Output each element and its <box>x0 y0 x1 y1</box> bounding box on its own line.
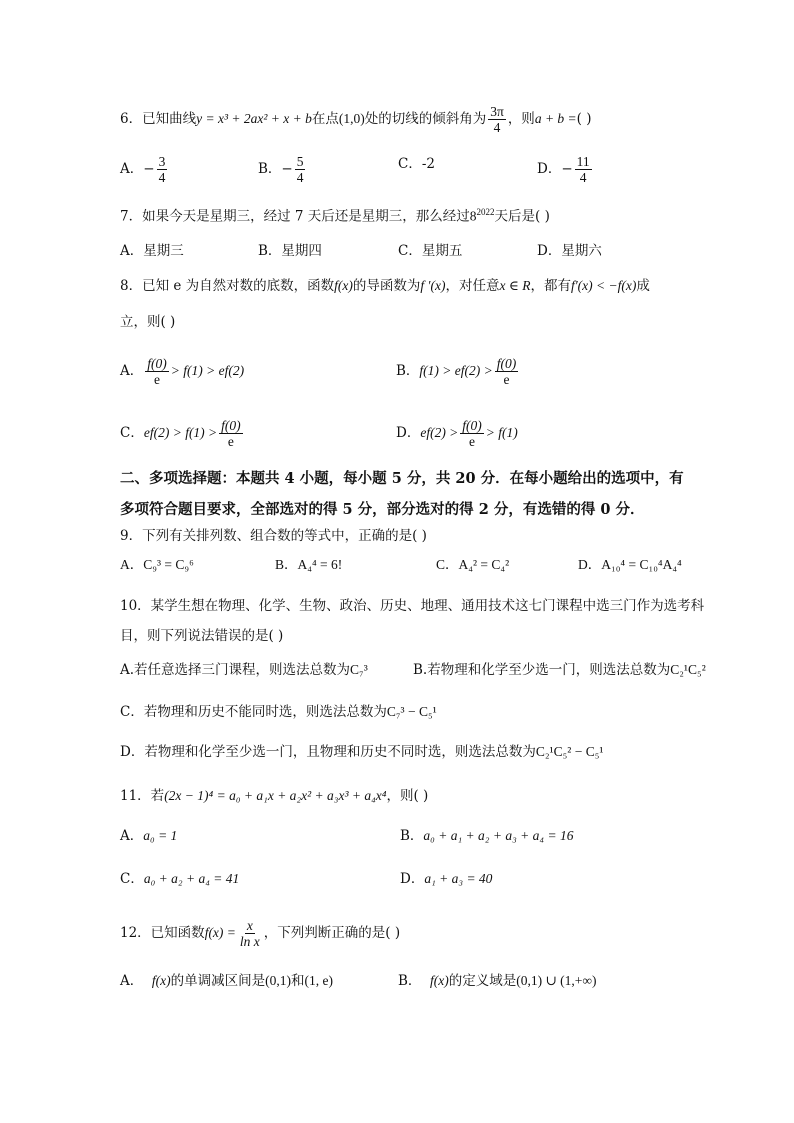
q12-den: ln x <box>239 934 260 949</box>
q7-exponent: 2022 <box>476 207 495 217</box>
q8-c-label: C． <box>120 425 144 441</box>
q8-line1b: 的导函数为 <box>352 278 421 294</box>
q8-line1d: ，都有 <box>530 278 571 294</box>
q7-option-d: D．星期六 <box>537 243 602 259</box>
q10-d-text: D．若物理和化学至少选一门，且物理和历史不同时选，则选法总数为 <box>120 744 536 760</box>
question-6-stem <box>120 104 592 135</box>
question-8-stem-line1 <box>120 276 650 296</box>
q11-option-d <box>400 869 492 889</box>
q6-mid: 在点 <box>311 111 339 127</box>
q10-d-math: C₂¹C₅² − C₅¹ <box>535 744 604 759</box>
q10-option-b <box>413 660 706 680</box>
q7-text-a: 7．如果今天是星期三，经过 7 天后还是星期三，那么经过 <box>120 208 470 225</box>
q6-b-den: 4 <box>296 170 304 185</box>
q8-d-pre: ef(2) > <box>420 425 459 440</box>
q10-option-c <box>120 702 437 722</box>
q6-option-c <box>398 154 435 174</box>
q8-fpx: f ′(x) <box>420 278 446 293</box>
q6-option-b <box>258 154 307 185</box>
q8-b-num: f(0) <box>496 356 517 371</box>
q8-a-label: A． <box>120 363 144 379</box>
q12-a-and: 和 <box>290 973 305 989</box>
q11-option-c <box>120 869 239 889</box>
q12-option-a <box>120 971 333 991</box>
q7-option-b: B．星期四 <box>258 243 322 259</box>
q6-c-label: C．-2 <box>398 156 435 172</box>
q6-d-fraction <box>575 154 592 185</box>
q8-b-fraction <box>495 356 519 387</box>
q8-cond: x ∈ R <box>499 278 531 293</box>
q6-b-fraction <box>295 154 306 185</box>
q6-a-fraction <box>157 154 168 185</box>
q8-b-label: B． <box>396 363 420 379</box>
q8-a-fraction <box>145 356 169 387</box>
q6-d-num: 11 <box>576 154 590 169</box>
q8-b-pre: f(1) > ef(2) > <box>419 363 493 378</box>
q10-a-text: A.若任意选择三门课程，则选法总数为 <box>120 662 351 678</box>
q6-tail: ，则 <box>507 111 535 127</box>
q6-prefix: 6．已知曲线 <box>120 111 197 127</box>
q11-a-math: a₀ = 1 <box>143 828 178 843</box>
question-8-stem-line2: 立，则( ) <box>120 314 176 330</box>
q12-a-text: 的单调减区间是 <box>170 973 266 989</box>
q8-c-num: f(0) <box>221 418 241 433</box>
q12-fraction <box>238 918 262 949</box>
q12-a-label: A． <box>120 973 144 989</box>
q10-option-d <box>120 742 603 762</box>
q8-a-num: f(0) <box>147 356 167 371</box>
q12-option-b <box>398 971 597 991</box>
q12-a-interval2: (1, e) <box>304 973 333 988</box>
q8-option-a <box>120 356 244 387</box>
q8-option-b <box>396 356 520 387</box>
q8-c-fraction <box>219 418 243 449</box>
q12-b-label: B． <box>398 973 422 989</box>
question-9-stem: 9．下列有关排列数、组合数的等式中，正确的是( ) <box>120 528 427 544</box>
q12-a-f: f(x) <box>151 973 171 988</box>
q6-angle-fraction <box>488 104 506 135</box>
q11-d-math: a₁ + a₃ = 40 <box>424 871 493 886</box>
q6-d-den: 4 <box>579 170 587 185</box>
q8-option-d <box>396 418 518 449</box>
q11-option-b <box>400 826 573 846</box>
q6-b-num: 5 <box>296 154 304 169</box>
q11-option-a <box>120 826 177 846</box>
q8-b-den: e <box>503 372 510 387</box>
question-12-stem <box>120 918 400 949</box>
q8-line1e: 成 <box>636 278 650 294</box>
question-7-stem <box>120 202 550 227</box>
q11-a-label: A． <box>120 828 144 844</box>
q6-mid2: 处的切线的倾斜角为 <box>364 111 487 127</box>
q12-fx: f(x) = <box>204 925 236 940</box>
q8-a-rest: > f(1) > ef(2) <box>170 363 245 378</box>
q8-ineq: f′(x) < −f(x) <box>570 278 637 293</box>
q11-prefix: 11．若 <box>120 788 165 804</box>
q6-a-num: 3 <box>158 154 166 169</box>
q10-a-math: C₇³ <box>350 662 368 677</box>
q10-c-text: C．若物理和历史不能同时选，则选法总数为 <box>120 704 387 720</box>
q8-d-den: e <box>469 434 476 449</box>
q6-ask: a + b = <box>534 111 577 126</box>
q9-c-text: C．A₄² = C₄² <box>436 557 510 572</box>
q6-a-label: A．− <box>120 161 155 177</box>
q8-d-fraction <box>460 418 484 449</box>
q8-a-den: e <box>154 372 160 387</box>
q9-option-c <box>436 555 509 575</box>
question-10-stem-line1: 10．某学生想在物理、化学、生物、政治、历史、地理、通用技术这七门课程中选三门作为选考科 <box>120 598 705 614</box>
q8-c-den: e <box>227 434 234 449</box>
q6-angle-num: 3π <box>490 104 504 119</box>
q6-angle-den: 4 <box>493 120 501 135</box>
section-2-heading-line2: 多项符合题目要求，全部选对的得 5 分，部分选对的得 2 分，有选错的得 0 分． <box>120 501 645 518</box>
q6-point: (1,0) <box>338 111 365 126</box>
q6-option-d <box>537 154 594 185</box>
q6-paren: ( ) <box>576 111 592 127</box>
question-10-stem-line2: 目，则下列说法错误的是( ) <box>120 628 284 644</box>
q9-b-text: B．A₄⁴ = 6! <box>275 557 343 572</box>
q10-option-a <box>120 660 368 680</box>
q11-expression: (2x − 1)⁴ = a₀ + a₁x + a₂x² + a₃x³ + a₄x⁴ <box>164 788 387 803</box>
q6-d-label: D．− <box>537 161 573 177</box>
q8-d-label: D． <box>396 425 421 441</box>
q7-text-b: 天后是( ) <box>494 208 550 225</box>
q11-b-math: a₀ + a₁ + a₂ + a₃ + a₄ = 16 <box>423 828 574 843</box>
q9-option-d <box>578 555 682 575</box>
q11-tail: ，则( ) <box>386 788 429 804</box>
q9-a-text: A．C₉³ = C₉⁶ <box>120 557 194 572</box>
q6-b-label: B．− <box>258 161 293 177</box>
q10-b-text: B.若物理和化学至少选一门，则选法总数为 <box>413 662 671 678</box>
q11-b-label: B． <box>400 828 424 844</box>
question-11-stem <box>120 786 428 806</box>
q9-d-text: D．A₁₀⁴ = C₁₀⁴A₄⁴ <box>578 557 682 572</box>
q12-b-text: 的定义域是 <box>448 973 517 989</box>
q12-b-domain: (0,1) ∪ (1,+∞) <box>516 973 597 988</box>
q9-option-b <box>275 555 342 575</box>
q8-fx: f(x) <box>334 278 353 293</box>
q12-tail: ，下列判断正确的是( ) <box>263 925 401 941</box>
q6-curve: y = x³ + 2ax² + x + b <box>196 111 312 126</box>
q11-c-math: a₀ + a₂ + a₄ = 41 <box>143 871 240 886</box>
q8-line1c: ，对任意 <box>445 278 500 294</box>
q8-c-pre: ef(2) > f(1) > <box>143 425 218 440</box>
section-2-heading-line1: 二、多项选择题：本题共 4 小题，每小题 5 分，共 20 分．在每小题给出的选项中，有 <box>120 470 684 487</box>
q11-d-label: D． <box>400 871 425 887</box>
q7-option-a: A．星期三 <box>120 243 184 259</box>
q6-a-den: 4 <box>158 170 166 185</box>
q7-base: 8 <box>469 208 477 224</box>
q11-c-label: C． <box>120 871 144 887</box>
q8-option-c <box>120 418 245 449</box>
q9-option-a <box>120 555 194 575</box>
q12-b-f: f(x) <box>430 973 449 988</box>
q12-a-interval1: (0,1) <box>265 973 291 988</box>
q12-prefix: 12．已知函数 <box>120 925 205 941</box>
q6-option-a <box>120 154 169 185</box>
q8-d-num: f(0) <box>462 418 482 433</box>
q8-line1: 8．已知 e 为自然对数的底数，函数 <box>120 278 335 294</box>
q10-c-math: C₇³ − C₅¹ <box>386 704 437 719</box>
q7-option-c: C．星期五 <box>398 243 463 259</box>
q8-d-rest: > f(1) <box>485 425 518 440</box>
q10-b-math: C₂¹C₅² <box>670 662 706 677</box>
q12-num: x <box>246 918 253 933</box>
